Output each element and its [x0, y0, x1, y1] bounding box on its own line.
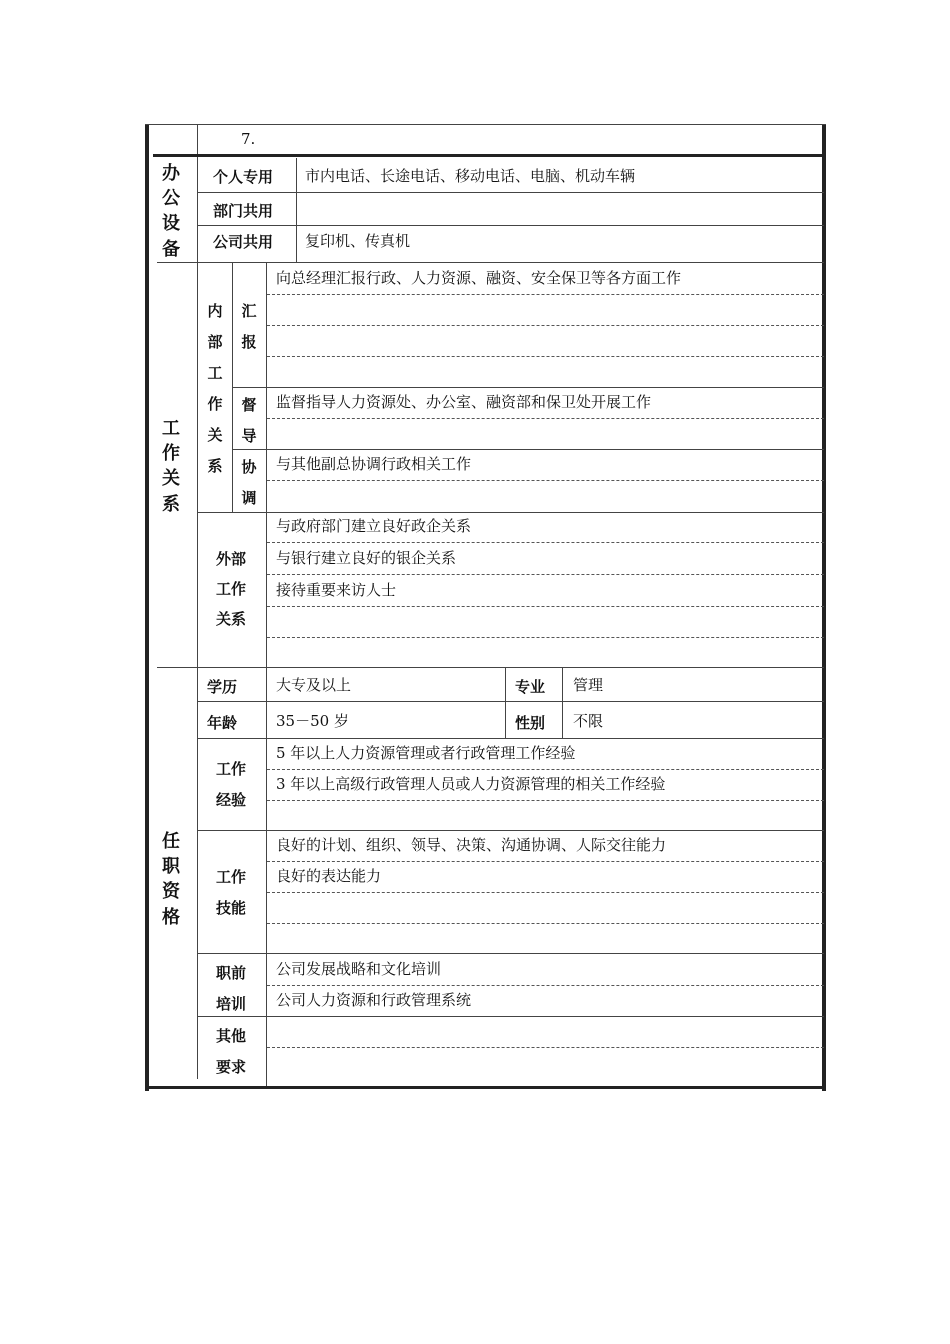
- education-value: 大专及以上: [276, 676, 352, 694]
- company-shared-value: 复印机、传真机: [305, 232, 411, 250]
- table-right-border: [822, 124, 826, 1091]
- company-shared-label: 公司共用: [213, 233, 274, 251]
- coordinate-label: 协 调: [241, 458, 257, 507]
- external-relations-label: 外部 工作 关系: [216, 550, 247, 628]
- gender-label: 性别: [515, 714, 546, 732]
- supervise-label: 督 导: [241, 396, 257, 445]
- coordinate-line-1: 与其他副总协调行政相关工作: [276, 455, 472, 473]
- age-label: 年龄: [207, 714, 238, 732]
- external-line-1: 与政府部门建立良好政企关系: [276, 517, 472, 535]
- experience-line-1: 5 年以上人力资源管理或者行政管理工作经验: [276, 744, 576, 762]
- pre-training-line-1: 公司发展战略和文化培训: [276, 960, 442, 978]
- age-value: 35－50 岁: [276, 712, 349, 730]
- report-label: 汇 报: [241, 302, 257, 351]
- external-line-3: 接待重要来访人士: [276, 581, 397, 599]
- table-left-border: [145, 124, 149, 1091]
- job-description-table: [145, 124, 828, 1091]
- qualifications-title: 任 职 资 格: [162, 831, 180, 928]
- top-row-number: 7.: [241, 130, 256, 148]
- other-requirements-label: 其他 要求: [216, 1027, 247, 1076]
- skills-label: 工作 技能: [216, 868, 247, 917]
- table-bottom-border: [145, 1086, 826, 1089]
- major-label: 专业: [515, 678, 546, 696]
- personal-use-label: 个人专用: [213, 168, 274, 186]
- pre-training-line-2: 公司人力资源和行政管理系统: [276, 991, 472, 1009]
- skills-line-2: 良好的表达能力: [276, 867, 382, 885]
- pre-training-label: 职前 培训: [216, 964, 247, 1013]
- major-value: 管理: [573, 676, 604, 694]
- office-equipment-title: 办 公 设 备: [162, 163, 180, 260]
- experience-label: 工作 经验: [216, 760, 247, 809]
- personal-use-value: 市内电话、长途电话、移动电话、电脑、机动车辆: [305, 167, 636, 185]
- department-shared-label: 部门共用: [213, 202, 274, 220]
- work-relations-title: 工 作 关 系: [162, 418, 180, 515]
- report-line-1: 向总经理汇报行政、人力资源、融资、安全保卫等各方面工作: [276, 269, 682, 287]
- table-top-border: [145, 124, 826, 125]
- education-label: 学历: [207, 678, 238, 696]
- supervise-line-1: 监督指导人力资源处、办公室、融资部和保卫处开展工作: [276, 393, 652, 411]
- skills-line-1: 良好的计划、组织、领导、决策、沟通协调、人际交往能力: [276, 836, 667, 854]
- internal-relations-label: 内 部 工 作 关 系: [207, 302, 223, 475]
- gender-value: 不限: [573, 712, 604, 730]
- experience-line-2: 3 年以上高级行政管理人员或人力资源管理的相关工作经验: [276, 775, 666, 793]
- top-row-divider: [197, 124, 198, 158]
- section-separator: [153, 154, 826, 157]
- external-line-2: 与银行建立良好的银企关系: [276, 549, 457, 567]
